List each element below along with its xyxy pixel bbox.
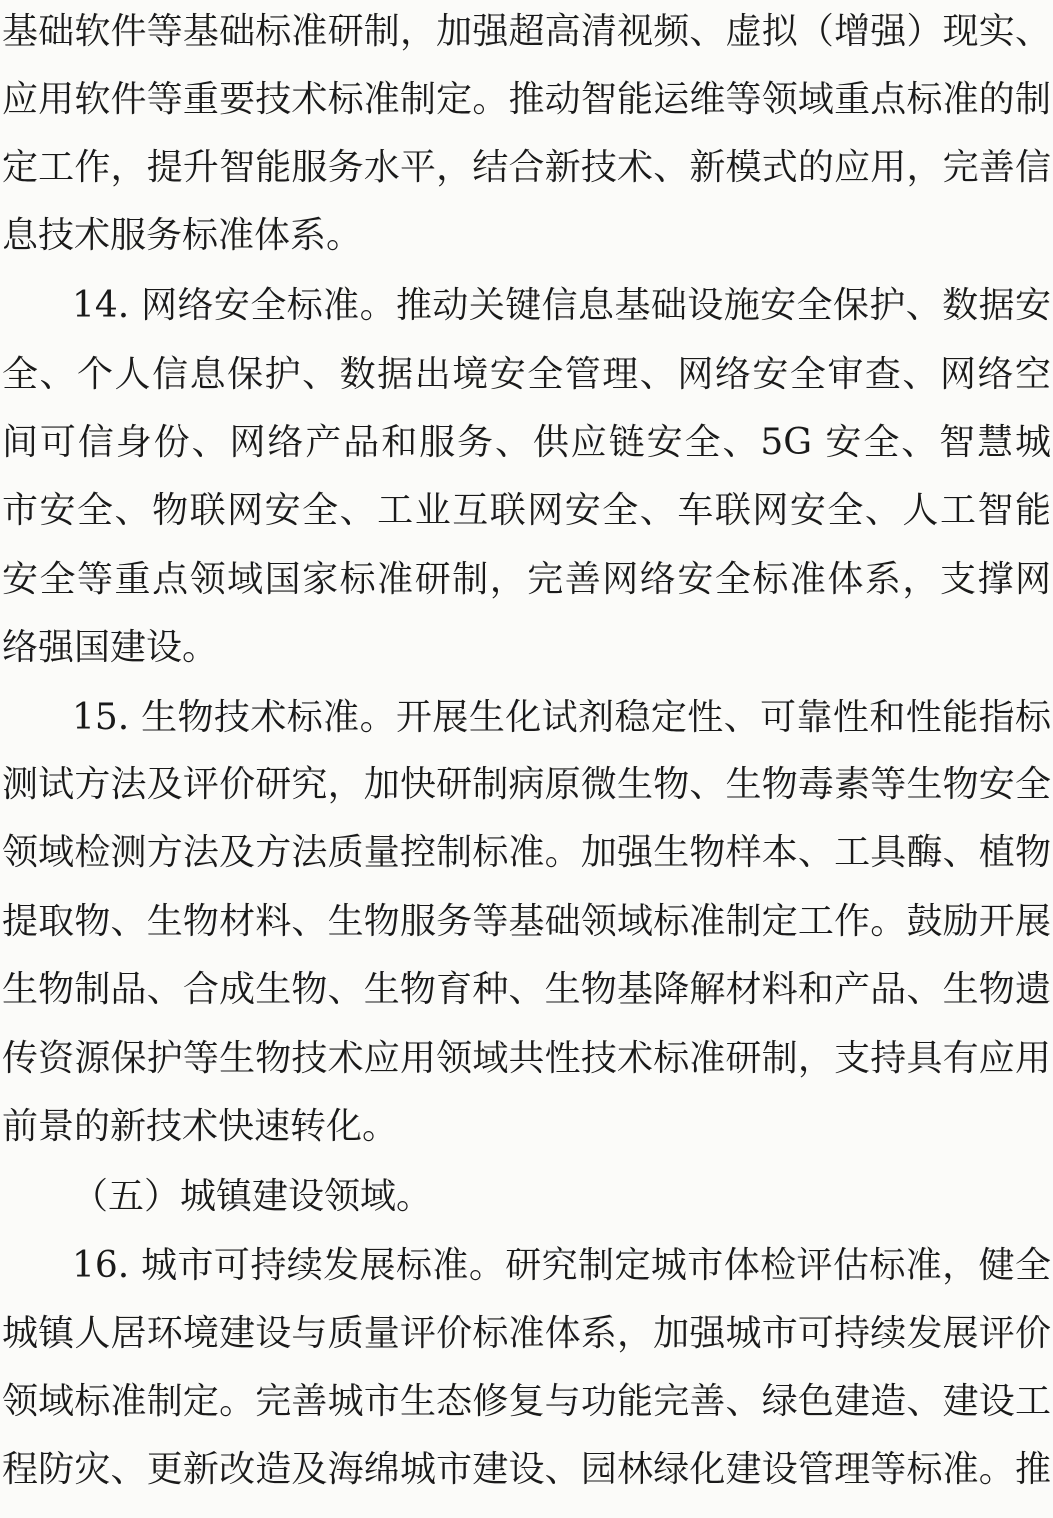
text-line: 领域检测方法及方法质量控制标准。加强生物样本、工具酶、植物 xyxy=(2,832,1051,873)
section-heading-line: 15. 生物技术标准。开展生化试剂稳定性、可靠性和性能指标 xyxy=(72,697,1051,738)
text-line: 提取物、生物材料、生物服务等基础领域标准制定工作。鼓励开展 xyxy=(2,901,1051,942)
text-line: 应用软件等重要技术标准制定。推动智能运维等领域重点标准的制 xyxy=(2,79,1051,120)
text-line: 测试方法及评价研究，加快研制病原微生物、生物毒素等生物安全 xyxy=(2,764,1051,805)
text-line: 络强国建设。 xyxy=(2,627,219,668)
text-line: 全、个人信息保护、数据出境安全管理、网络安全审查、网络空 xyxy=(2,354,1051,395)
text-line: 安全等重点领域国家标准研制，完善网络安全标准体系，支撑网 xyxy=(2,559,1051,600)
text-line: 基础软件等基础标准研制，加强超高清视频、虚拟（增强）现实、 xyxy=(2,11,1051,52)
text-line: 息技术服务标准体系。 xyxy=(2,215,363,256)
text-line: 传资源保护等生物技术应用领域共性技术标准研制，支持具有应用 xyxy=(2,1038,1051,1079)
text-line: 定工作，提升智能服务水平，结合新技术、新模式的应用，完善信 xyxy=(2,147,1051,188)
section-heading-line: 14. 网络安全标准。推动关键信息基础设施安全保护、数据安 xyxy=(72,285,1051,326)
text-line: 间可信身份、网络产品和服务、供应链安全、5G 安全、智慧城 xyxy=(2,422,1051,463)
text-line: 生物制品、合成生物、生物育种、生物基降解材料和产品、生物遗 xyxy=(2,969,1051,1010)
chapter-heading: （五）城镇建设领域。 xyxy=(72,1176,433,1217)
text-line: 程防灾、更新改造及海绵城市建设、园林绿化建设管理等标准。推 xyxy=(2,1449,1051,1490)
text-line: 领域标准制定。完善城市生态修复与功能完善、绿色建造、建设工 xyxy=(2,1381,1051,1422)
text-line: 前景的新技术快速转化。 xyxy=(2,1106,399,1147)
text-line: 城镇人居环境建设与质量评价标准体系，加强城市可持续发展评价 xyxy=(2,1313,1051,1354)
text-line: 市安全、物联网安全、工业互联网安全、车联网安全、人工智能 xyxy=(2,490,1051,531)
section-heading-line: 16. 城市可持续发展标准。研究制定城市体检评估标准，健全 xyxy=(72,1245,1051,1286)
